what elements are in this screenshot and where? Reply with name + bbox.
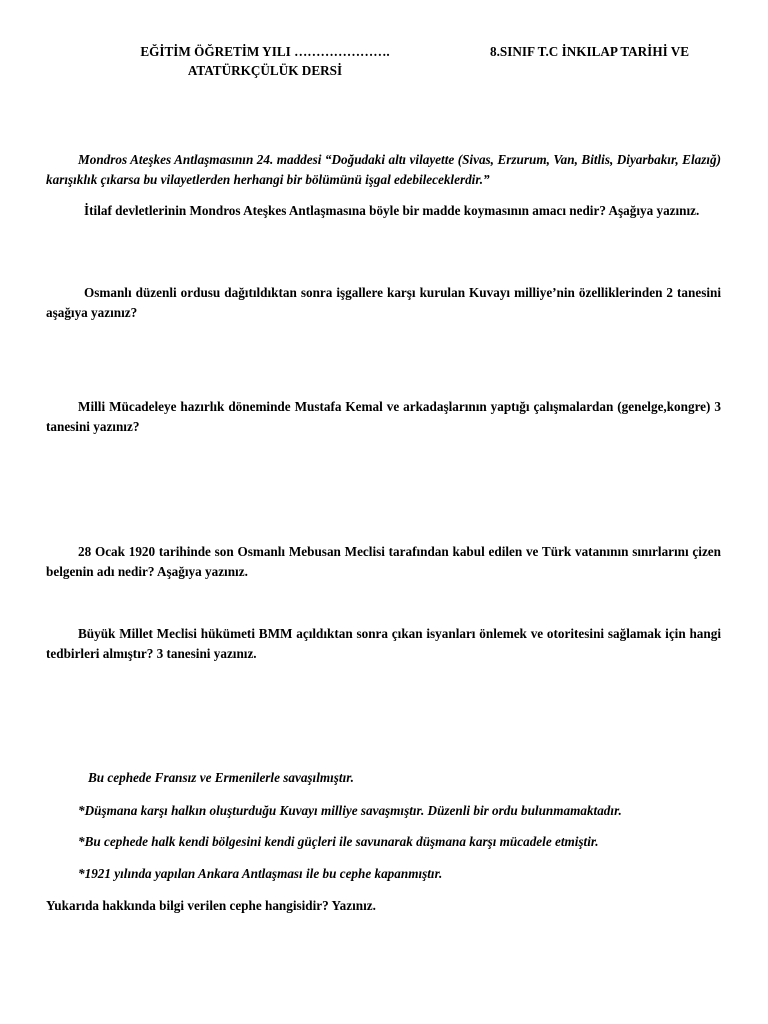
- school-year-line: EĞİTİM ÖĞRETİM YILI ………………….: [140, 44, 390, 59]
- course-name-line: ATATÜRKÇÜLÜK DERSİ: [187, 63, 343, 78]
- question-2: Osmanlı düzenli ordusu dağıtıldıktan sonra işgallere karşı kurulan Kuvayı milliye’nin özelliklerinden 2 tanesini aşağıya yazınız?: [46, 285, 721, 320]
- clue-line-1: Bu cephede Fransız ve Ermenilerle savaşılmıştır.: [88, 770, 354, 785]
- question-5: Büyük Millet Meclisi hükümeti BMM açıldıktan sonra çıkan isyanları önlemek ve otoritesini sağlamak için hangi tedbirleri almıştır? 3 tanesini yazınız.: [46, 626, 721, 661]
- mondros-quote: Mondros Ateşkes Antlaşmasının 24. maddesi “Doğudaki altı vilayette (Sivas, Erzurum, Van, Bitlis, Diyarbakır, Elazığ) karışıklık çıkarsa bu vilayetlerden herhangi bir bölümünü işgal edebileceklerdir.”: [46, 152, 721, 187]
- clue-line-4: *1921 yılında yapılan Ankara Antlaşması ile bu cephe kapanmıştır.: [78, 866, 443, 881]
- question-1: İtilaf devletlerinin Mondros Ateşkes Antlaşmasına böyle bir madde koymasının amacı nedir? Aşağıya yazınız.: [84, 203, 700, 218]
- header-left: [120, 42, 410, 80]
- final-question: Yukarıda hakkında bilgi verilen cephe hangisidir? Yazınız.: [46, 898, 376, 913]
- clue-line-2: *Düşmana karşı halkın oluşturduğu Kuvayı milliye savaşmıştır. Düzenli bir ordu bulunmamaktadır.: [78, 803, 622, 818]
- header-right: 8.SINIF T.C İNKILAP TARİHİ VE: [490, 44, 690, 59]
- clue-line-3: *Bu cephede halk kendi bölgesini kendi güçleri ile savunarak düşmana karşı mücadele etmiştir.: [78, 834, 599, 849]
- question-4: 28 Ocak 1920 tarihinde son Osmanlı Mebusan Meclisi tarafından kabul edilen ve Türk vatanının sınırlarını çizen belgenin adı nedir? Aşağıya yazınız.: [46, 544, 721, 579]
- question-3: Milli Mücadeleye hazırlık döneminde Mustafa Kemal ve arkadaşlarının yaptığı çalışmalardan (genelge,kongre) 3 tanesini yazınız?: [46, 399, 721, 434]
